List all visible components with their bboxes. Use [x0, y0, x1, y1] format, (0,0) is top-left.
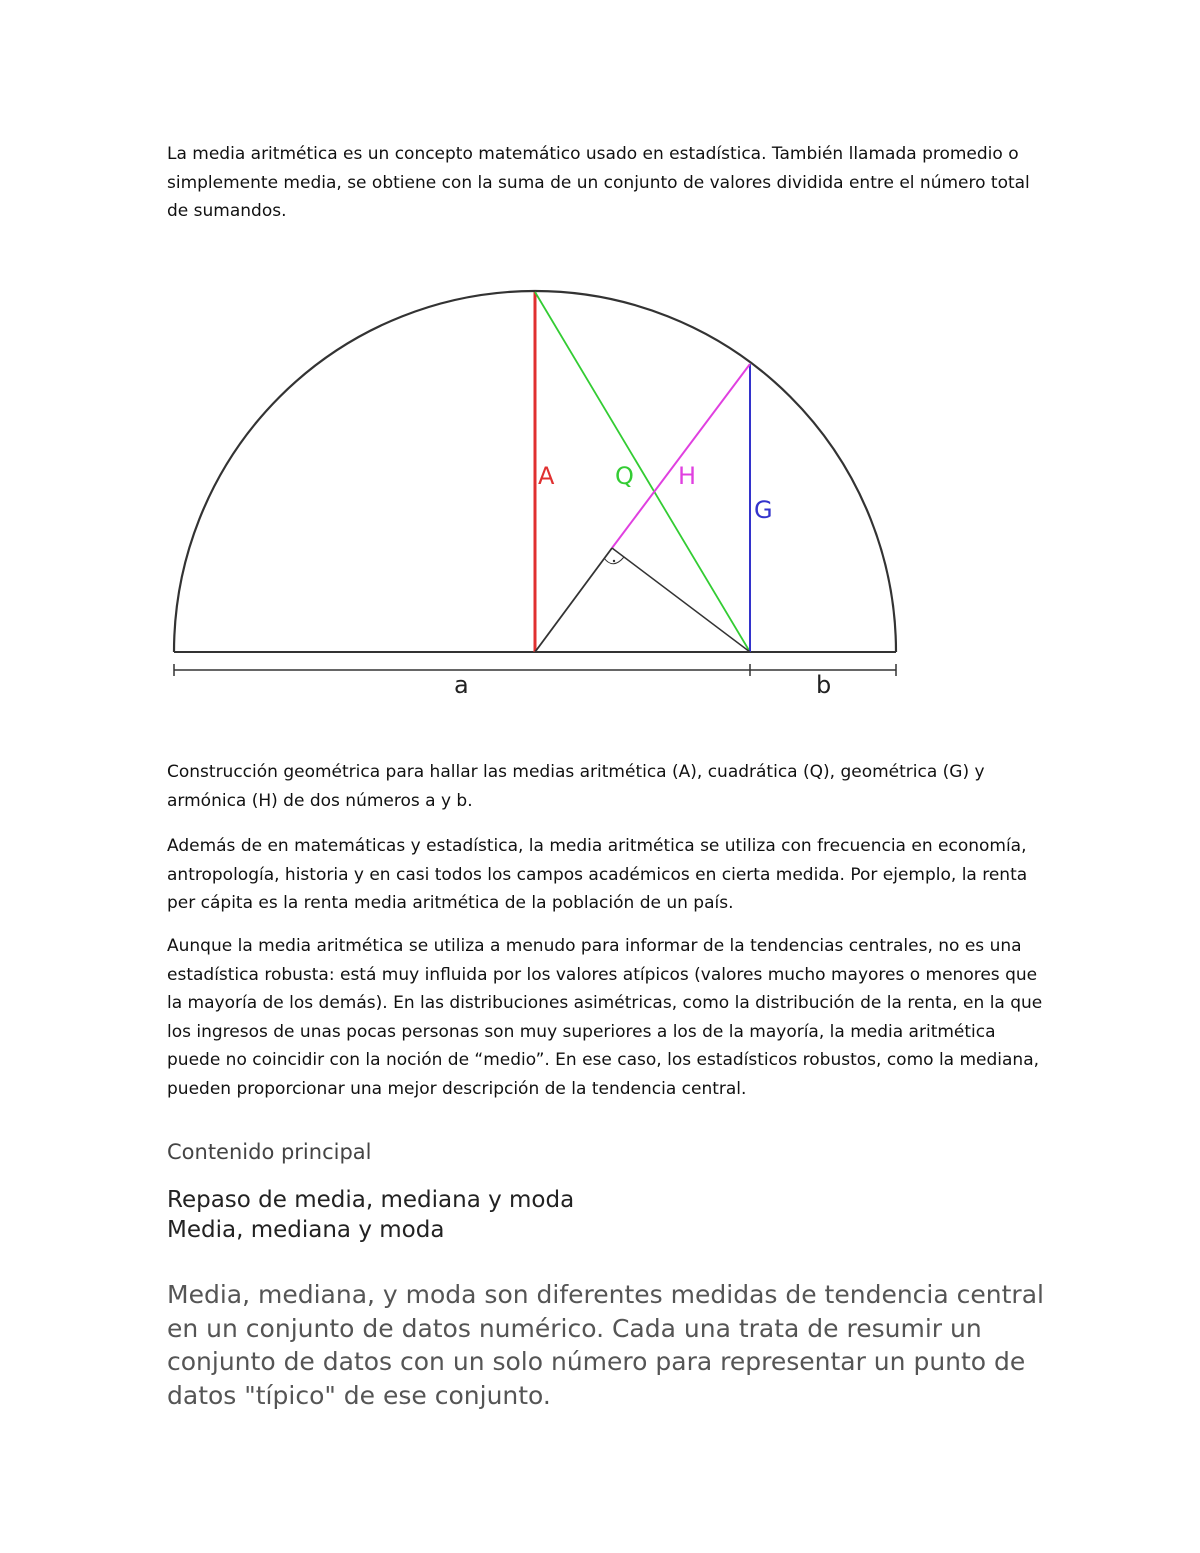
label-H: H	[678, 462, 697, 490]
label-Q: Q	[615, 462, 634, 490]
geometric-means-figure	[160, 280, 910, 700]
body-paragraph-3: Aunque la media aritmética se utiliza a menudo para informar de la tendencias centrales, no es una estadística robusta: está muy influida por los valores atípicos (valores mucho mayores o menores que la mayoría de los demás). En las distribuciones asimétricas, como la distribución de la renta, en la que los ingresos de unas pocas personas son muy superiores a los de la mayoría, la media aritmética puede no coincidir con la noción de “medio”. En ese caso, los estadísticos robustos, como la mediana, pueden proporcionar una mejor descripción de la tendencia central.	[167, 936, 1043, 1099]
label-b: b	[816, 671, 832, 699]
figure-caption: Construcción geométrica para hallar las medias aritmética (A), cuadrática (Q), geométrica (G) y armónica (H) de dos números a y b.	[167, 762, 985, 811]
section-heading-2: Media, mediana y moda	[167, 1217, 445, 1243]
triangle-left-side	[535, 548, 612, 652]
intro-paragraph: La media aritmética es un concepto matemático usado en estadística. También llamada promedio o simplemente media, se obtiene con la suma de un conjunto de valores dividida entre el número total de sumandos.	[167, 144, 1030, 222]
right-angle-dot	[613, 560, 615, 562]
section-subheading: Contenido principal	[167, 1140, 372, 1164]
label-G: G	[754, 496, 773, 524]
triangle-right-side	[612, 548, 750, 652]
section-intro: Media, mediana, y moda son diferentes medidas de tendencia central en un conjunto de datos numérico. Cada una trata de resumir un conjunto de datos con un solo número para representar un punto de datos "típico" de ese conjunto.	[167, 1280, 1044, 1410]
body-paragraph-2: Además de en matemáticas y estadística, la media aritmética se utiliza con frecuencia en economía, antropología, historia y en casi todos los campos académicos en cierta medida. Por ejemplo, la renta per cápita es la renta media aritmética de la población de un país.	[167, 836, 1028, 914]
line-Q	[535, 292, 750, 652]
label-a: a	[454, 671, 469, 699]
label-A: A	[538, 462, 555, 490]
section-heading-1: Repaso de media, mediana y moda	[167, 1187, 575, 1213]
